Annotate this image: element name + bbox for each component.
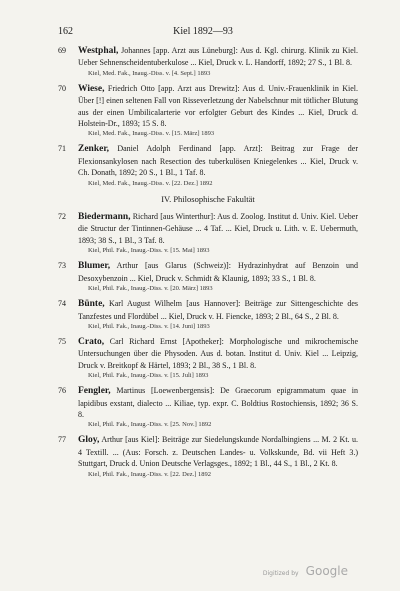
dissertation-note: Kiel, Med. Fak., Inaug.-Diss. v. [22. Dez.] 1892 [88, 179, 213, 187]
page-number: 162 [58, 26, 73, 37]
entry-text [78, 211, 358, 246]
running-title: Kiel 1892—93 [173, 26, 233, 37]
entry-number: 76 [58, 386, 66, 396]
entry-body: Daniel Adolph Ferdinand [app. Arzt]: Beitrag zur Frage der Flexionsankylosen nach Resection des tuberkulösen Kniegelenkes ... Kiel, Druck v. Ch. Donath, 1892; 20 S., 1 Bl., 1 Taf. 8. [78, 144, 358, 178]
google-watermark [263, 560, 348, 579]
bibliography-list [58, 45, 358, 484]
entry-text [78, 260, 358, 284]
entry-number: 75 [58, 336, 66, 346]
bib-entry [58, 298, 358, 331]
author-name: Crato, [78, 336, 105, 347]
entry-text [78, 434, 358, 469]
bib-entry [58, 83, 358, 139]
author-name: Westphal, [78, 46, 119, 56]
author-name: Biedermann, [78, 212, 131, 223]
entry-number: 71 [58, 144, 66, 154]
author-name: Bünte, [78, 299, 105, 310]
google-logo: Google [305, 564, 348, 578]
entry-body: Friedrich Otto [app. Arzt aus Drewitz]: Aus d. Univ.-Frauenklinik in Kiel. Über [!] einen seltenen Fall von Risseverletzung der Nabelschnur mit tötlicher Blutung aus der einen Umbilicalarterie vor erfolgter Geburt des Kindes ... Kiel, Druck d. Holstein-Dr., 1893; 15 S. 8. [78, 83, 358, 129]
dissertation-note: Kiel, Phil. Fak., Inaug.-Diss. v. [15. Mai] 1893 [88, 247, 210, 255]
entry-text [78, 83, 358, 130]
entry-body: Arthur [aus Kiel]: Beiträge zur Siedelungskunde Nordalbingiens ... M. 2 Kt. u. 4 Textill. ... (Aus: Forsch. z. Deutschen Landes- u. Volkskunde, Bd. vii Heft 3.) Stuttgart, Druck d. Union Deutsche Verlagsges., 1892; 1 Bl., 44 S., 1 Bl., 2 Kt. 8. [78, 435, 358, 469]
author-name: Zenker, [78, 144, 110, 155]
author-name: Blumer, [78, 261, 111, 272]
dissertation-note: Kiel, Phil. Fak., Inaug.-Diss. v. [22. Dez.] 1892 [88, 470, 212, 478]
author-name: Gloy, [78, 435, 100, 446]
section-heading: IV. Philosophische Fakultät [161, 193, 255, 204]
bib-entry [58, 434, 358, 478]
entry-number: 74 [58, 299, 66, 309]
dissertation-note: Kiel, Phil. Fak., Inaug.-Diss. v. [14. Juni] 1893 [88, 322, 210, 330]
digitized-label: Digitized by [262, 570, 299, 577]
dissertation-note: Kiel, Phil. Fak., Inaug.-Diss. v. [15. Juli] 1893 [88, 372, 209, 380]
bib-entry [58, 385, 358, 429]
entry-body: Johannes [app. Arzt aus Lüneburg]: Aus d. Kgl. chirurg. Klinik zu Kiel. Ueber Sehnenscheidentuberkulose ... Kiel, Druck v. L. Handorff, 1892; 27 S., 1 Bl. 8. [78, 46, 358, 68]
author-name: Fengler, [78, 386, 111, 397]
dissertation-note: Kiel, Med. Fak., Inaug.-Diss. v. [4. Sept.] 1893 [88, 69, 211, 77]
bib-entry [58, 143, 358, 187]
entry-text [78, 298, 358, 322]
dissertation-note: Kiel, Phil. Fak., Inaug.-Diss. v. [20. März] 1893 [88, 285, 213, 293]
entry-body: Richard [aus Winterthur]: Aus d. Zoolog. Institut d. Univ. Kiel. Ueber die Structur der Tintinnen-Gehäuse ... 4 Taf. ... Kiel, Druck u. Lith. v. E. Uebermuth, 1893; 38 S., 1 Bl., 3 Taf. 8. [78, 212, 358, 245]
bib-entry [58, 45, 358, 78]
bib-entry [58, 260, 358, 293]
entry-body: Karl August Wilhelm [aus Hannover]: Beiträge zur Sittengeschichte des Tanzfestes und Flordübel ... Kiel, Druck v. H. Fiencke, 1893; 2 Bl., 64 S., 2 Bl. 8. [78, 299, 358, 321]
entry-body: Martinus [Loewenbergensis]: De Graecorum epigrammatum quae in lapidibus exstant, dialecto ... Kiliae, typ. expr. C. Boldtius Rostochiensis, 1892; 36 S. 8. [78, 386, 358, 419]
philosophy-faculty-entries [58, 211, 358, 479]
entry-text [78, 385, 358, 420]
entry-number: 70 [58, 83, 66, 93]
entry-number: 77 [58, 435, 66, 445]
medical-faculty-entries [58, 45, 358, 188]
entry-number: 72 [58, 212, 66, 222]
bib-entry [58, 336, 358, 380]
dissertation-note: Kiel, Med. Fak., Inaug.-Diss. v. [15. März] 1893 [88, 130, 215, 138]
entry-text [78, 336, 358, 371]
entry-body: Carl Richard Ernst [Apotheker]: Morphologische und mikrochemische Untersuchungen über die Physoden. Aus d. botan. Institut d. Univ. Kiel ... Leipzig, Druck v. Breitkopf & Härtel, 1893; 2 Bl., 38 S., 1 Bl. 8. [78, 336, 358, 370]
entry-text [78, 45, 358, 69]
entry-text [78, 143, 358, 178]
entry-number: 69 [58, 46, 66, 55]
author-name: Wiese, [78, 83, 105, 94]
entry-number: 73 [58, 261, 66, 271]
running-header [58, 26, 348, 40]
entry-body: Arthur [aus Glarus (Schweiz)]: Hydrazinhydrat auf Benzoin und Desoxybenzoin ... Kiel, Druck v. Schmidt & Klaunig, 1893; 33 S., 1 Bl. 8. [78, 261, 358, 283]
bib-entry [58, 211, 358, 255]
dissertation-note: Kiel, Phil. Fak., Inaug.-Diss. v. [25. Nov.] 1892 [88, 421, 212, 429]
